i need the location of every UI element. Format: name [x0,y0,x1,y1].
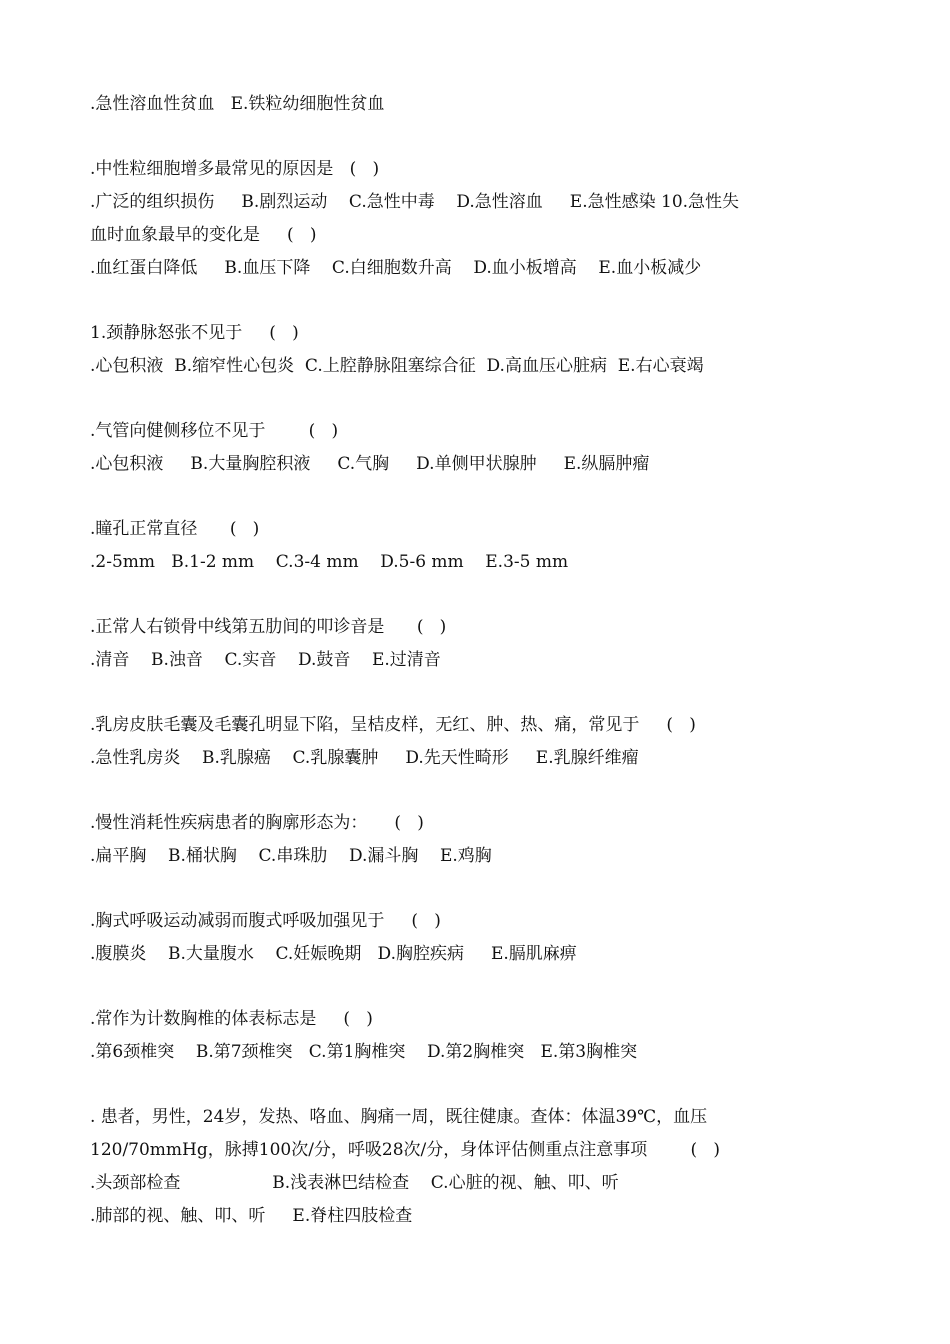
paragraph-gap [90,481,865,513]
answer-options: .广泛的组织损伤 B.剧烈运动 C.急性中毒 D.急性溶血 E.急性感染 10.急性失 [90,192,740,212]
paragraph-gap [90,579,865,611]
answer-options: .急性乳房炎 B.乳腺癌 C.乳腺囊肿 D.先天性畸形 E.乳腺纤维瘤 [90,748,639,768]
paragraph-gap [90,121,865,153]
paragraph-gap [90,1069,865,1101]
question-stem: .中性粒细胞增多最常见的原因是 ( ) [90,159,380,179]
paragraph-gap [90,775,865,807]
question-stem: . 患者，男性，24岁，发热、咯血、胸痛一周，既往健康。查体：体温39℃，血压 [90,1107,708,1127]
text-line: .急性溶血性贫血 E.铁粒幼细胞性贫血 [90,94,385,114]
answer-options: .扁平胸 B.桶状胸 C.串珠肋 D.漏斗胸 E.鸡胸 [90,846,492,866]
question-stem: .乳房皮肤毛囊及毛囊孔明显下陷，呈桔皮样，无红、肿、热、痛，常见于 ( ) [90,715,696,735]
question-stem: 1.颈静脉怒张不见于 ( ) [90,323,299,343]
answer-options: .心包积液 B.大量胸腔积液 C.气胸 D.单侧甲状腺肿 E.纵膈肿瘤 [90,454,650,474]
question-stem: .慢性消耗性疾病患者的胸廓形态为： ( ) [90,813,424,833]
answer-options: .腹膜炎 B.大量腹水 C.妊娠晚期 D.胸腔疾病 E.膈肌麻痹 [90,944,577,964]
question-stem: .瞳孔正常直径 ( ) [90,519,260,539]
question-stem: 血时血象最早的变化是 ( ) [90,225,317,245]
document-page [90,88,865,1233]
answer-options: .清音 B.浊音 C.实音 D.鼓音 E.过清音 [90,650,441,670]
question-stem: 120/70mmHg，脉搏100次/分，呼吸28次/分，身体评估侧重点注意事项 ( ) [90,1140,720,1160]
question-stem: .气管向健侧移位不见于 ( ) [90,421,339,441]
paragraph-gap [90,971,865,1003]
paragraph-gap [90,677,865,709]
answer-options: .肺部的视、触、叩、听 E.脊柱四肢检查 [90,1206,413,1226]
paragraph-gap [90,873,865,905]
answer-options: .2-5mm B.1-2 mm C.3-4 mm D.5-6 mm E.3-5 mm [90,552,569,572]
answer-options: .第6颈椎突 B.第7颈椎突 C.第1胸椎突 D.第2胸椎突 E.第3胸椎突 [90,1042,638,1062]
question-stem: .常作为计数胸椎的体表标志是 ( ) [90,1009,373,1029]
paragraph-gap [90,383,865,415]
question-stem: .正常人右锁骨中线第五肋间的叩诊音是 ( ) [90,617,447,637]
paragraph-gap [90,285,865,317]
answer-options: .头颈部检查 B.浅表淋巴结检查 C.心脏的视、触、叩、听 [90,1173,619,1193]
answer-options: .心包积液 B.缩窄性心包炎 C.上腔静脉阻塞综合征 D.高血压心脏病 E.右心衰竭 [90,356,704,376]
question-stem: .胸式呼吸运动减弱而腹式呼吸加强见于 ( ) [90,911,441,931]
answer-options: .血红蛋白降低 B.血压下降 C.白细胞数升高 D.血小板增高 E.血小板减少 [90,258,702,278]
